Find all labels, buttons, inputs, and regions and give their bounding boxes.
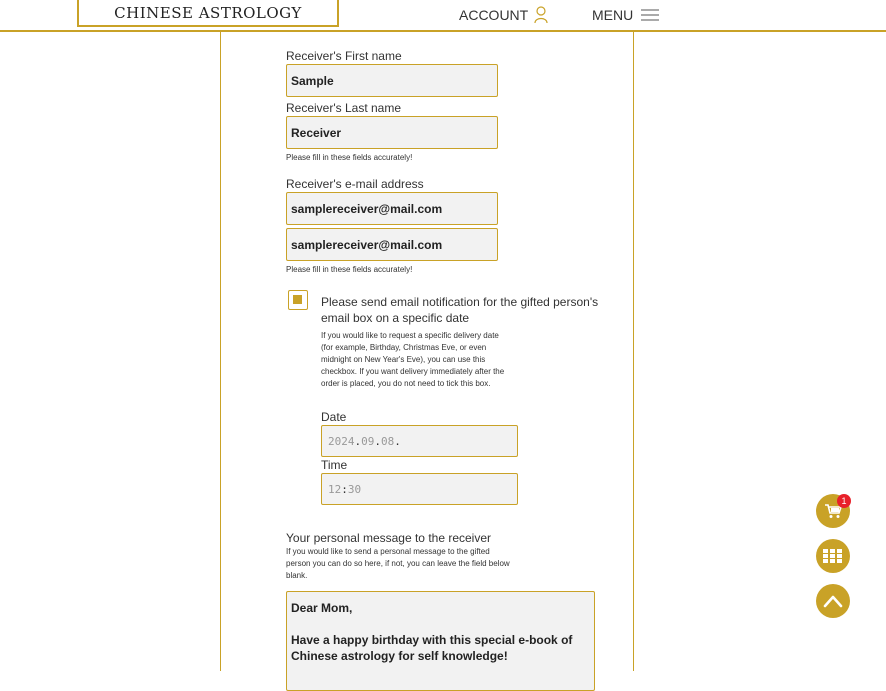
time-hour: 12 xyxy=(328,482,342,496)
checkbox-check-mark xyxy=(293,295,302,304)
time-label: Time xyxy=(321,458,348,472)
first-name-input[interactable] xyxy=(286,64,498,97)
first-name-label: Receiver's First name xyxy=(286,49,402,63)
message-help-text: If you would like to send a personal message to the gifted person you can do so here, if not, you can leave the field below blank. xyxy=(286,547,510,580)
date-input[interactable]: 2024 . 09 . 08 . xyxy=(321,425,518,457)
grid-icon xyxy=(823,549,843,563)
message-label: Your personal message to the receiver xyxy=(286,531,492,545)
name-note: Please fill in these fields accurately! xyxy=(286,153,413,162)
email-input[interactable] xyxy=(286,192,498,225)
site-logo[interactable]: CHINESE ASTROLOGY xyxy=(77,0,339,27)
email-confirm-input[interactable] xyxy=(286,228,498,261)
schedule-help-text: If you would like to request a specific delivery date (for example, Birthday, Christmas Eve, or even midnight on New Year's Eve), you can use this checkbox. If you want delivery immediately after the order is placed, you do not need to tick this box. xyxy=(321,331,505,388)
date-year: 2024 xyxy=(328,434,355,448)
email-label: Receiver's e-mail address xyxy=(286,177,424,191)
menu-label: MENU xyxy=(592,7,634,23)
menu-button[interactable] xyxy=(592,6,659,24)
time-minute: 30 xyxy=(347,482,362,496)
account-label: ACCOUNT xyxy=(459,7,529,23)
chevron-up-icon xyxy=(823,594,843,608)
last-name-label: Receiver's Last name xyxy=(286,101,402,115)
scroll-top-button[interactable] xyxy=(816,584,850,618)
date-month: 09 xyxy=(361,434,375,448)
last-name-input[interactable] xyxy=(286,116,498,149)
account-link[interactable] xyxy=(459,6,548,24)
cart-count-badge: 1 xyxy=(837,494,851,508)
time-input[interactable]: 12 : 30 xyxy=(321,473,518,505)
message-textarea[interactable]: Dear Mom, Have a happy birthday with this special e-book of Chinese astrology for self knowledge! xyxy=(286,591,595,691)
email-note: Please fill in these fields accurately! xyxy=(286,265,413,274)
site-header xyxy=(0,0,886,32)
date-label: Date xyxy=(321,410,347,424)
schedule-checkbox[interactable] xyxy=(288,290,308,310)
date-day: 08 xyxy=(381,434,395,448)
user-icon xyxy=(534,6,548,24)
hamburger-icon xyxy=(641,9,659,21)
grid-button[interactable] xyxy=(816,539,850,573)
schedule-checkbox-label[interactable]: Please send email notification for the gifted person's email box on a specific date xyxy=(321,295,599,325)
